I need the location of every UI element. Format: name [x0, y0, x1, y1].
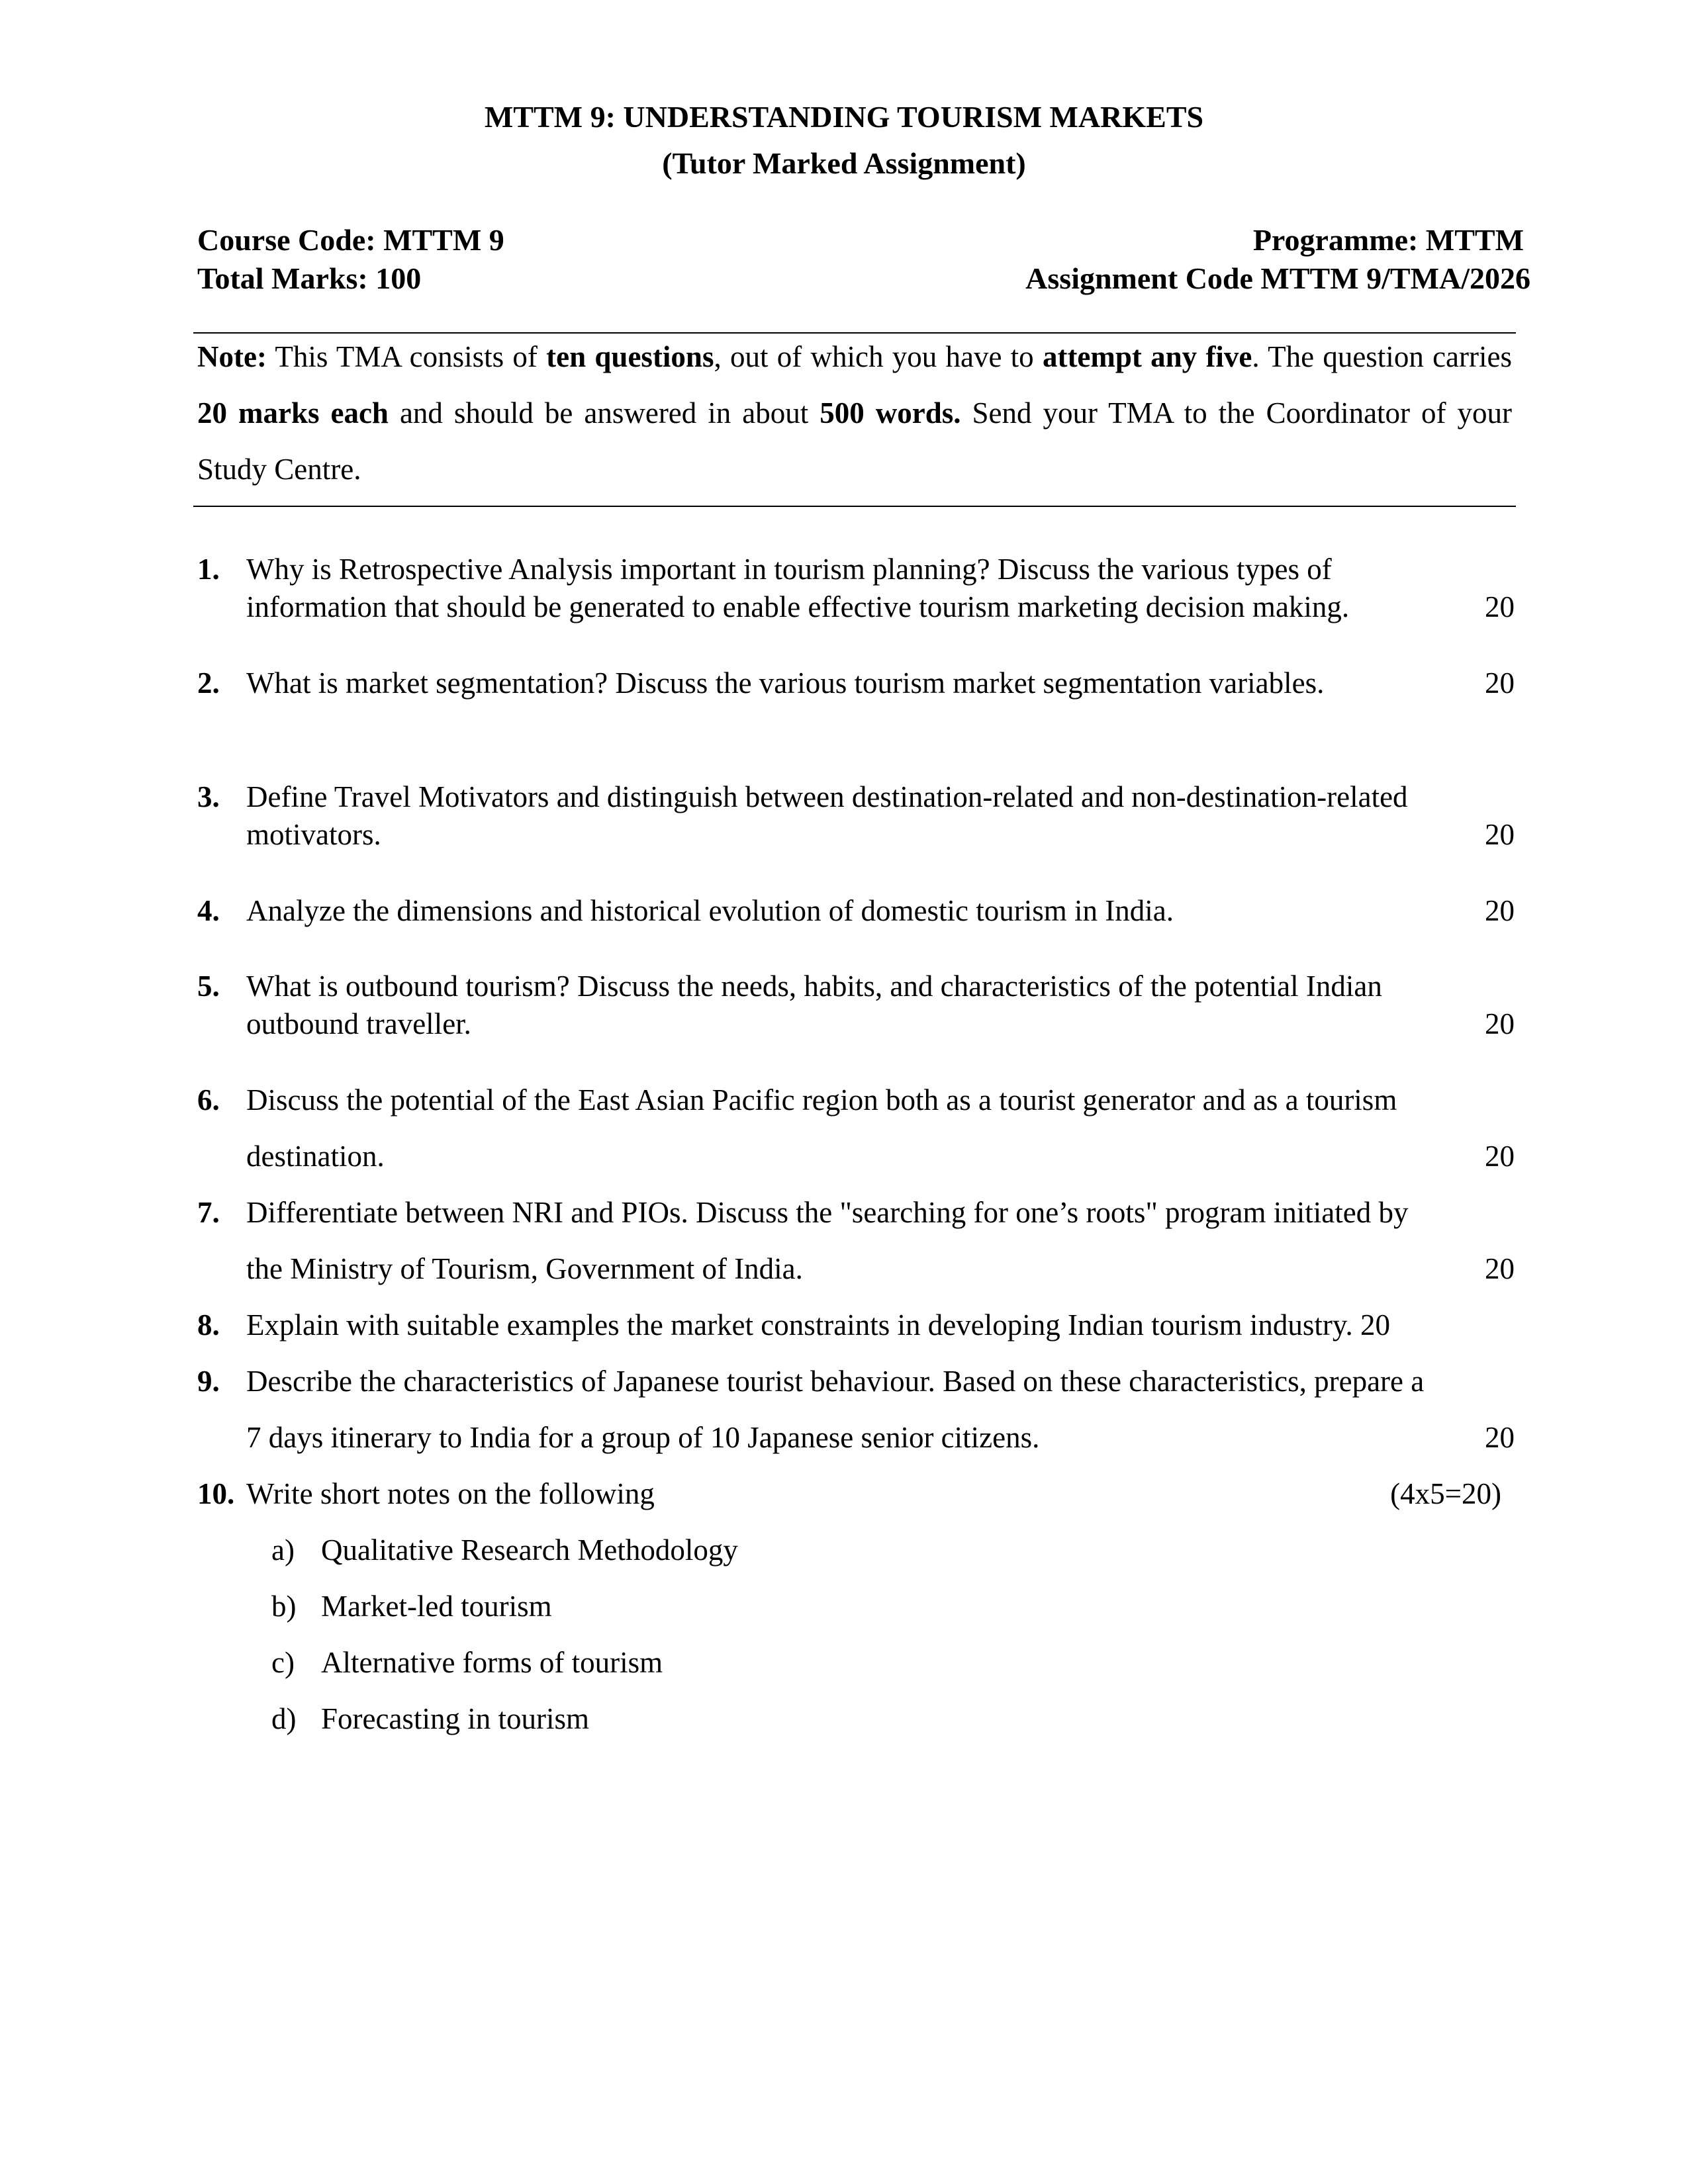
- question-marks: 20: [1485, 1140, 1515, 1173]
- question-text: destination.: [246, 1140, 385, 1173]
- question-marks: 20: [1485, 894, 1515, 927]
- note-emphasis: attempt any five: [1042, 340, 1252, 373]
- question-text: motivators.: [246, 818, 381, 851]
- question-marks: (4x5=20): [1390, 1477, 1501, 1510]
- question-number: 9.: [197, 1365, 220, 1398]
- question-marks: 20: [1485, 818, 1515, 851]
- question-text: Write short notes on the following: [246, 1477, 655, 1510]
- question-marks: 20: [1485, 590, 1515, 623]
- note-text: , out of which you have to: [714, 340, 1043, 373]
- question-number: 3.: [197, 780, 220, 813]
- document-title: MTTM 9: UNDERSTANDING TOURISM MARKETS: [484, 100, 1204, 134]
- subitem-letter: d): [271, 1702, 297, 1735]
- assignment-code: Assignment Code MTTM 9/TMA/2026: [1025, 261, 1530, 295]
- question-number: 8.: [197, 1308, 220, 1342]
- question-text: What is market segmentation? Discuss the various tourism market segmentation variables.: [246, 666, 1325, 700]
- course-code: Course Code: MTTM 9: [197, 223, 504, 257]
- note-text: . The question carries: [1252, 340, 1512, 373]
- subitem-text: Alternative forms of tourism: [321, 1646, 663, 1679]
- question-marks: 20: [1485, 666, 1515, 700]
- note-emphasis: 500 words.: [820, 396, 961, 430]
- question-marks: 20: [1485, 1421, 1515, 1454]
- question-text: Explain with suitable examples the market constraints in developing Indian tourism industry. 20: [246, 1308, 1390, 1342]
- subitem-letter: a): [271, 1533, 295, 1567]
- subitem-text: Market-led tourism: [321, 1590, 552, 1623]
- question-number: 4.: [197, 894, 220, 927]
- subitem-text: Qualitative Research Methodology: [321, 1533, 738, 1567]
- question-text: Discuss the potential of the East Asian Pacific region both as a tourist generator and as a tourism: [246, 1083, 1397, 1116]
- note-emphasis: 20 marks each: [197, 396, 389, 430]
- total-marks: Total Marks: 100: [197, 261, 422, 295]
- note-emphasis: ten questions: [546, 340, 714, 373]
- question-marks: 20: [1485, 1252, 1515, 1285]
- question-text: Analyze the dimensions and historical evolution of domestic tourism in India.: [246, 894, 1174, 927]
- question-text: Define Travel Motivators and distinguish between destination-related and non-destination-related: [246, 780, 1408, 813]
- note-text: This TMA consists of: [266, 340, 547, 373]
- question-number: 1.: [197, 553, 220, 586]
- question-marks: 20: [1485, 1007, 1515, 1040]
- programme: Programme: MTTM: [1252, 223, 1524, 257]
- note-label: Note:: [197, 340, 267, 373]
- question-number: 6.: [197, 1083, 220, 1116]
- subitem-letter: c): [271, 1646, 295, 1679]
- question-text: information that should be generated to enable effective tourism marketing decision making.: [246, 590, 1350, 623]
- instructions-note: [197, 329, 1512, 498]
- subitem-letter: b): [271, 1590, 297, 1623]
- question-text: the Ministry of Tourism, Government of India.: [246, 1252, 803, 1285]
- question-text: What is outbound tourism? Discuss the needs, habits, and characteristics of the potential Indian: [246, 970, 1382, 1003]
- question-text: outbound traveller.: [246, 1007, 471, 1040]
- question-text: Describe the characteristics of Japanese tourist behaviour. Based on these characteristics, prepare a: [246, 1365, 1425, 1398]
- subitem-text: Forecasting in tourism: [321, 1702, 589, 1735]
- question-text: Why is Retrospective Analysis important in tourism planning? Discuss the various types of: [246, 553, 1332, 586]
- question-number: 10.: [197, 1477, 235, 1510]
- question-number: 2.: [197, 666, 220, 700]
- note-text: Send your TMA to the Coordinator of your Study Centre.: [197, 396, 1512, 486]
- question-number: 7.: [197, 1196, 220, 1229]
- note-text: and should be answered in about: [388, 396, 820, 430]
- question-text: Differentiate between NRI and PIOs. Discuss the "searching for one’s roots" program initiated by: [246, 1196, 1409, 1229]
- question-text: 7 days itinerary to India for a group of 10 Japanese senior citizens.: [246, 1421, 1040, 1454]
- bottom-divider: [193, 506, 1516, 507]
- document-subtitle: (Tutor Marked Assignment): [662, 146, 1026, 180]
- question-number: 5.: [197, 970, 220, 1003]
